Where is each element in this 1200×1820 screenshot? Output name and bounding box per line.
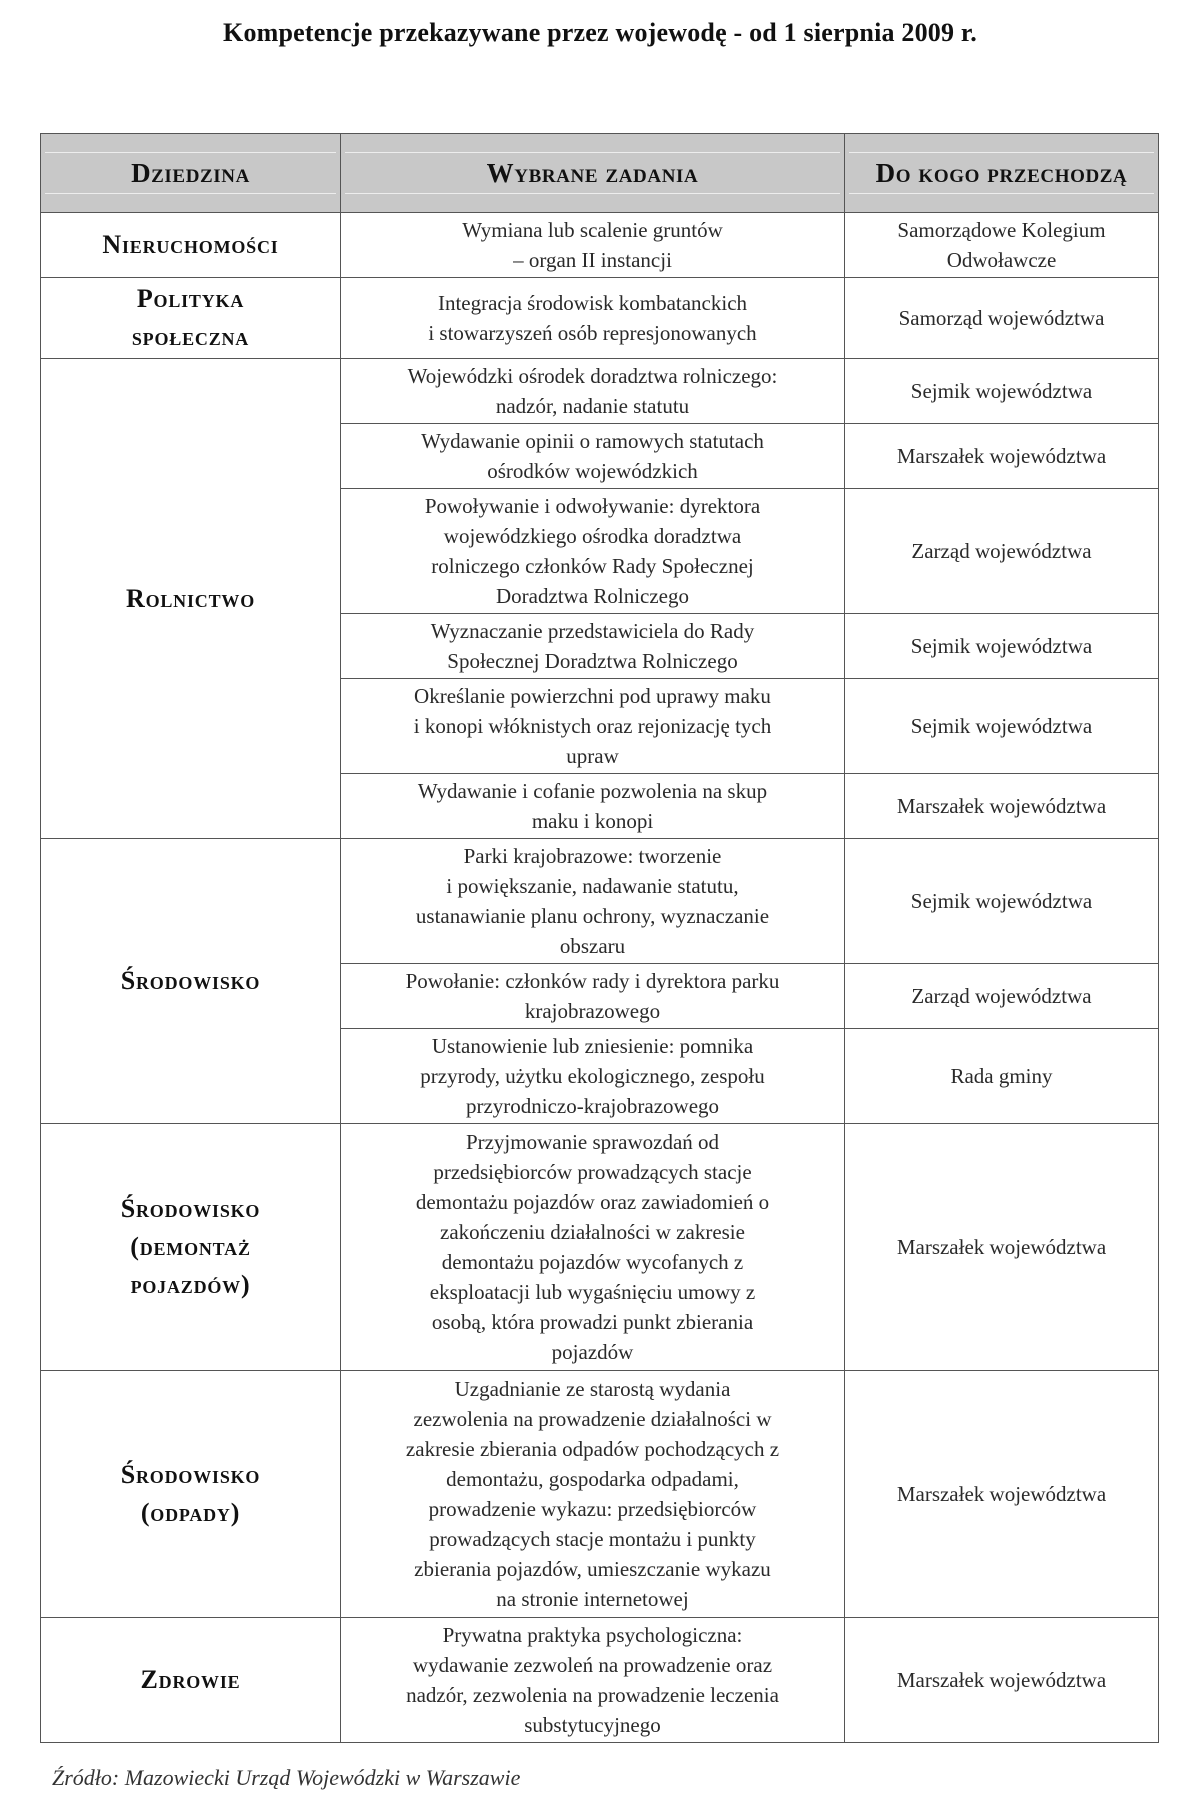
competence-table — [40, 133, 1159, 1743]
task-cell: Wydawanie i cofanie pozwolenia na skup maku i konopi — [341, 774, 845, 839]
task-cell: Integracja środowisk kombatanckich i stowarzyszeń osób represjonowanych — [341, 278, 845, 359]
recipient-cell: Marszałek województwa — [845, 1618, 1159, 1743]
recipient-cell: Samorząd województwa — [845, 278, 1159, 359]
domain-cell: Środowisko (demontaż pojazdów) — [41, 1124, 341, 1371]
domain-cell: Środowisko (odpady) — [41, 1371, 341, 1618]
recipient-cell: Sejmik województwa — [845, 614, 1159, 679]
header-domain: Dziedzina — [41, 134, 341, 213]
table-row — [41, 1618, 1159, 1743]
recipient-cell: Sejmik województwa — [845, 679, 1159, 774]
task-cell: Powołanie: członków rady i dyrektora parku krajobrazowego — [341, 964, 845, 1029]
domain-cell: Nieruchomości — [41, 213, 341, 278]
recipient-cell: Sejmik województwa — [845, 839, 1159, 964]
table-row — [41, 213, 1159, 278]
source-note: Źródło: Mazowiecki Urząd Wojewódzki w Warszawie — [52, 1765, 521, 1790]
page-title: Kompetencje przekazywane przez wojewodę - od 1 sierpnia 2009 r. — [223, 18, 977, 47]
task-cell: Uzgadnianie ze starostą wydania zezwolenia na prowadzenie działalności w zakresie zbierania odpadów pochodzących z demontażu, gospodarka odpadami, prowadzenie wykazu: przedsiębiorców prowadzących stacje montażu i punkty zbierania pojazdów, umieszczanie wykazu na stronie internetowej — [341, 1371, 845, 1618]
domain-cell: Środowisko — [41, 839, 341, 1124]
table-row — [41, 839, 1159, 964]
domain-cell: Rolnictwo — [41, 359, 341, 839]
header-tasks: Wybrane zadania — [341, 134, 845, 213]
table-row — [41, 359, 1159, 424]
task-cell: Wyznaczanie przedstawiciela do Rady Społecznej Doradztwa Rolniczego — [341, 614, 845, 679]
recipient-cell: Zarząd województwa — [845, 489, 1159, 614]
recipient-cell: Marszałek województwa — [845, 1371, 1159, 1618]
recipient-cell: Marszałek województwa — [845, 424, 1159, 489]
recipient-cell: Sejmik województwa — [845, 359, 1159, 424]
table-row — [41, 1371, 1159, 1618]
table-row — [41, 1124, 1159, 1371]
task-cell: Powoływanie i odwoływanie: dyrektora wojewódzkiego ośrodka doradztwa rolniczego członków Rady Społecznej Doradztwa Rolniczego — [341, 489, 845, 614]
recipient-cell: Marszałek województwa — [845, 774, 1159, 839]
task-cell: Prywatna praktyka psychologiczna: wydawanie zezwoleń na prowadzenie oraz nadzór, zezwolenia na prowadzenie leczenia substytucyjnego — [341, 1618, 845, 1743]
task-cell: Wydawanie opinii o ramowych statutach ośrodków wojewódzkich — [341, 424, 845, 489]
recipient-cell: Zarząd województwa — [845, 964, 1159, 1029]
domain-cell: Zdrowie — [41, 1618, 341, 1743]
recipient-cell: Samorządowe Kolegium Odwoławcze — [845, 213, 1159, 278]
recipient-cell: Rada gminy — [845, 1029, 1159, 1124]
competence-table-wrapper — [40, 133, 1158, 1743]
task-cell: Przyjmowanie sprawozdań od przedsiębiorców prowadzących stacje demontażu pojazdów oraz zawiadomień o zakończeniu działalności w zakresie demontażu pojazdów wycofanych z eksploatacji lub wygaśnięciu umowy z osobą, która prowadzi punkt zbierania pojazdów — [341, 1124, 845, 1371]
recipient-cell: Marszałek województwa — [845, 1124, 1159, 1371]
task-cell: Wojewódzki ośrodek doradztwa rolniczego: nadzór, nadanie statutu — [341, 359, 845, 424]
task-cell: Określanie powierzchni pod uprawy maku i konopi włóknistych oraz rejonizację tych upraw — [341, 679, 845, 774]
domain-cell: Polityka społeczna — [41, 278, 341, 359]
table-header-row — [41, 134, 1159, 213]
header-recipient: Do kogo przechodzą — [845, 134, 1159, 213]
table-row — [41, 278, 1159, 359]
task-cell: Wymiana lub scalenie gruntów – organ II instancji — [341, 213, 845, 278]
task-cell: Parki krajobrazowe: tworzenie i powiększanie, nadawanie statutu, ustanawianie planu ochrony, wyznaczanie obszaru — [341, 839, 845, 964]
task-cell: Ustanowienie lub zniesienie: pomnika przyrody, użytku ekologicznego, zespołu przyrodniczo-krajobrazowego — [341, 1029, 845, 1124]
